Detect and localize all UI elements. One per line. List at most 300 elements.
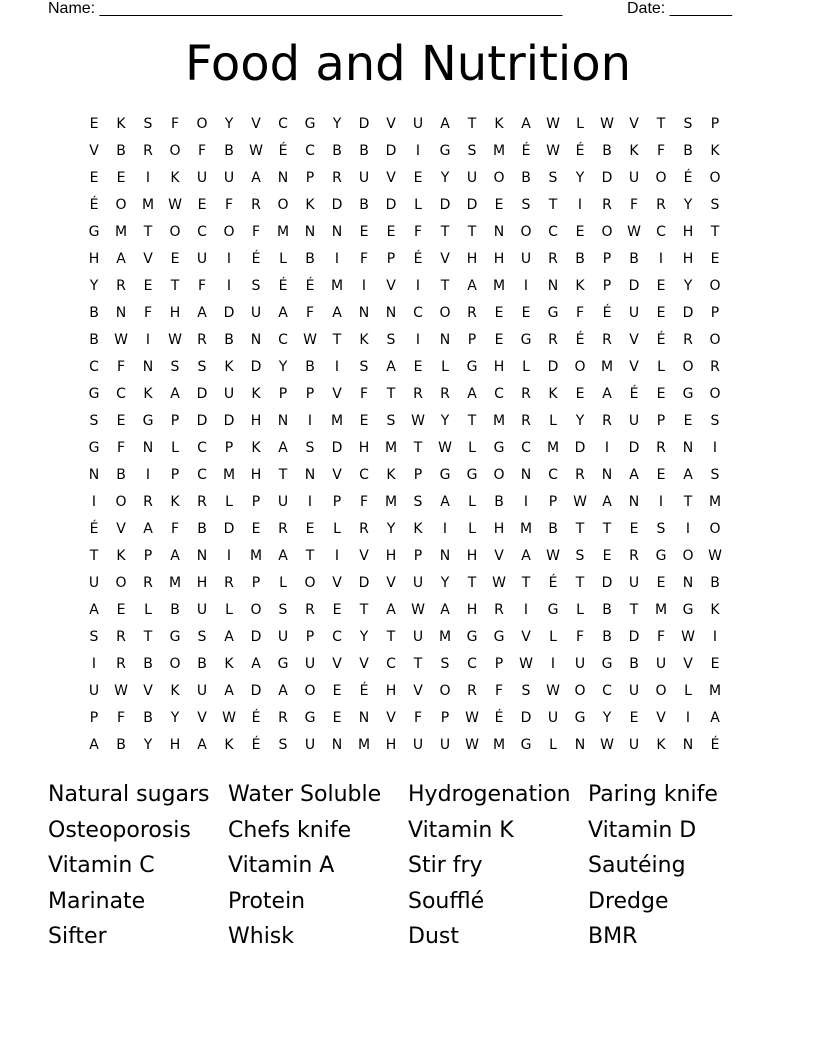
grid-letter: W (546, 116, 560, 132)
grid-letter: I (415, 143, 421, 159)
grid-letter: P (710, 116, 720, 132)
grid-letter: A (521, 116, 531, 132)
grid-letter: G (439, 143, 451, 159)
grid-letter: T (143, 224, 153, 240)
grid-letter: D (385, 143, 397, 159)
grid-letter: R (467, 683, 477, 699)
grid-letter: C (548, 224, 558, 240)
grid-letter: M (357, 737, 371, 753)
grid-letter: U (412, 575, 424, 591)
grid-letter: O (250, 602, 262, 618)
grid-letter: E (656, 386, 666, 402)
grid-letter: G (547, 305, 559, 321)
grid-letter: I (226, 278, 232, 294)
grid-letter: K (170, 683, 180, 699)
grid-letter: G (277, 656, 289, 672)
grid-letter: Y (440, 170, 450, 186)
grid-letter: C (413, 305, 423, 321)
grid-letter: W (492, 575, 506, 591)
grid-letter: E (359, 413, 369, 429)
grid-letter: D (196, 386, 208, 402)
grid-letter: V (440, 251, 450, 267)
grid-letter: B (116, 467, 126, 483)
grid-letter: I (361, 278, 367, 294)
grid-letter: S (521, 683, 531, 699)
grid-letter: D (223, 521, 235, 537)
grid-letter: H (250, 413, 262, 429)
grid-letter: R (548, 251, 558, 267)
grid-letter: R (116, 278, 126, 294)
grid-letter: P (305, 170, 315, 186)
grid-letter: H (682, 224, 694, 240)
grid-row (80, 654, 740, 681)
grid-letter: L (549, 413, 557, 429)
grid-row (80, 222, 740, 249)
grid-letter: V (386, 575, 396, 591)
grid-letter: K (170, 170, 180, 186)
grid-letter: Y (575, 413, 585, 429)
grid-letter: P (710, 305, 720, 321)
grid-letter: U (412, 629, 424, 645)
grid-letter: T (521, 575, 531, 591)
grid-letter: É (359, 683, 369, 699)
grid-letter: B (143, 656, 153, 672)
grid-letter: O (709, 521, 721, 537)
word-list-item: Dredge (588, 888, 669, 914)
grid-letter: U (358, 170, 370, 186)
grid-letter: U (304, 656, 316, 672)
grid-letter: I (91, 656, 97, 672)
grid-letter: H (682, 251, 694, 267)
grid-letter: M (654, 602, 668, 618)
grid-letter: R (143, 143, 153, 159)
grid-letter: Y (143, 737, 153, 753)
grid-letter: N (304, 467, 316, 483)
grid-letter: C (386, 656, 396, 672)
grid-letter: E (656, 575, 666, 591)
grid-letter: N (331, 224, 343, 240)
grid-letter: B (143, 710, 153, 726)
grid-letter: B (116, 143, 126, 159)
grid-letter: P (305, 629, 315, 645)
grid-letter: P (656, 413, 666, 429)
grid-letter: E (656, 305, 666, 321)
grid-letter: D (250, 629, 262, 645)
word-list-item: BMR (588, 924, 638, 949)
grid-letter: U (628, 575, 640, 591)
grid-letter: E (170, 251, 180, 267)
grid-letter: C (494, 386, 504, 402)
grid-letter: M (519, 521, 533, 537)
word-list-item: Vitamin C (48, 853, 155, 878)
grid-row (80, 438, 740, 465)
grid-letter: D (331, 440, 343, 456)
grid-letter: T (629, 602, 639, 618)
grid-letter: G (547, 602, 559, 618)
grid-letter: L (576, 116, 584, 132)
grid-letter: É (413, 251, 423, 267)
grid-letter: V (116, 521, 126, 537)
grid-letter: E (89, 116, 99, 132)
grid-letter: N (439, 548, 451, 564)
grid-letter: M (222, 467, 236, 483)
grid-letter: B (89, 305, 99, 321)
grid-letter: B (170, 602, 180, 618)
grid-letter: M (492, 278, 506, 294)
grid-letter: Y (683, 278, 693, 294)
grid-letter: É (251, 737, 261, 753)
grid-letter: C (197, 440, 207, 456)
grid-letter: K (116, 548, 126, 564)
grid-letter: D (547, 359, 559, 375)
grid-letter: G (439, 467, 451, 483)
grid-letter: D (466, 197, 478, 213)
grid-letter: O (682, 359, 694, 375)
grid-letter: M (492, 737, 506, 753)
grid-letter: E (386, 224, 396, 240)
grid-letter: V (143, 683, 153, 699)
grid-letter: E (602, 548, 612, 564)
grid-letter: E (413, 359, 423, 375)
grid-letter: S (440, 656, 450, 672)
grid-letter: O (655, 170, 667, 186)
grid-letter: K (116, 116, 126, 132)
grid-letter: R (710, 359, 720, 375)
grid-letter: V (656, 710, 666, 726)
grid-letter: N (358, 305, 370, 321)
grid-letter: K (710, 602, 720, 618)
grid-letter: V (386, 170, 396, 186)
grid-letter: P (494, 656, 504, 672)
grid-letter: U (196, 602, 208, 618)
grid-letter: G (574, 710, 586, 726)
grid-letter: U (250, 305, 262, 321)
grid-letter: É (575, 143, 585, 159)
grid-letter: I (145, 170, 151, 186)
grid-letter: N (574, 737, 586, 753)
grid-letter: B (602, 629, 612, 645)
grid-letter: U (628, 170, 640, 186)
grid-letter: P (305, 386, 315, 402)
grid-letter: A (467, 278, 477, 294)
grid-letter: A (170, 386, 180, 402)
grid-letter: L (225, 494, 233, 510)
word-list-item: Protein (228, 888, 306, 914)
grid-letter: S (467, 143, 477, 159)
grid-letter: K (629, 143, 639, 159)
grid-letter: G (682, 386, 694, 402)
grid-letter: N (196, 548, 208, 564)
grid-letter: U (277, 494, 289, 510)
grid-letter: O (493, 170, 505, 186)
grid-letter: K (305, 197, 315, 213)
grid-row (80, 573, 740, 600)
grid-letter: S (197, 359, 207, 375)
grid-letter: E (332, 683, 342, 699)
grid-row (80, 546, 740, 573)
grid-letter: S (575, 548, 585, 564)
grid-letter: R (602, 197, 612, 213)
grid-letter: T (278, 467, 288, 483)
grid-letter: U (196, 683, 208, 699)
grid-letter: W (168, 197, 182, 213)
word-list-item: Chefs knife (228, 817, 352, 843)
grid-letter: E (521, 305, 531, 321)
grid-letter: A (440, 116, 450, 132)
grid-letter: P (332, 494, 342, 510)
grid-letter: N (277, 170, 289, 186)
grid-letter: E (251, 521, 261, 537)
grid-letter: U (412, 737, 424, 753)
grid-letter: G (655, 548, 667, 564)
grid-letter: É (494, 710, 504, 726)
grid-letter: R (332, 170, 342, 186)
grid-letter: E (575, 224, 585, 240)
grid-letter: F (116, 359, 126, 375)
grid-letter: Y (440, 413, 450, 429)
grid-letter: H (385, 737, 397, 753)
grid-letter: O (709, 386, 721, 402)
grid-letter: L (549, 629, 557, 645)
grid-letter: E (710, 251, 720, 267)
grid-letter: K (251, 386, 261, 402)
grid-letter: T (575, 521, 585, 537)
grid-letter: A (89, 737, 99, 753)
grid-letter: L (225, 602, 233, 618)
grid-letter: F (413, 224, 423, 240)
grid-letter: L (441, 359, 449, 375)
grid-letter: A (521, 548, 531, 564)
grid-letter: D (223, 305, 235, 321)
grid-letter: T (683, 494, 693, 510)
grid-letter: F (116, 440, 126, 456)
grid-letter: E (629, 710, 639, 726)
grid-letter: I (415, 278, 421, 294)
grid-row (80, 465, 740, 492)
grid-letter: E (494, 197, 504, 213)
word-list-item: Hydrogenation (408, 782, 571, 807)
grid-letter: P (413, 548, 423, 564)
grid-letter: F (359, 494, 369, 510)
grid-letter: V (197, 710, 207, 726)
grid-letter: B (683, 143, 693, 159)
grid-row (80, 330, 740, 357)
grid-letter: W (411, 602, 425, 618)
grid-letter: H (493, 359, 505, 375)
grid-letter: Y (386, 521, 396, 537)
grid-letter: I (226, 251, 232, 267)
grid-letter: L (333, 521, 341, 537)
word-list-item: Water Soluble (228, 782, 382, 807)
grid-letter: T (710, 224, 720, 240)
grid-letter: I (712, 629, 718, 645)
grid-letter: F (656, 629, 666, 645)
grid-letter: P (278, 386, 288, 402)
grid-letter: N (439, 332, 451, 348)
grid-letter: M (708, 494, 722, 510)
grid-letter: U (412, 116, 424, 132)
grid-letter: E (116, 413, 126, 429)
word-list-item: Paring knife (588, 782, 718, 807)
grid-letter: L (657, 359, 665, 375)
word-list-item: Dust (408, 924, 459, 949)
grid-letter: C (89, 359, 99, 375)
grid-letter: L (468, 521, 476, 537)
grid-letter: T (332, 332, 342, 348)
grid-letter: B (359, 143, 369, 159)
grid-letter: P (251, 575, 261, 591)
grid-letter: T (386, 386, 396, 402)
grid-letter: F (170, 116, 180, 132)
grid-letter: É (251, 710, 261, 726)
grid-letter: S (386, 332, 396, 348)
grid-letter: O (277, 197, 289, 213)
grid-letter: C (278, 116, 288, 132)
grid-row (80, 411, 740, 438)
grid-letter: T (413, 440, 423, 456)
grid-letter: M (114, 224, 128, 240)
grid-letter: D (628, 440, 640, 456)
grid-letter: R (602, 332, 612, 348)
grid-letter: N (547, 278, 559, 294)
grid-letter: É (251, 251, 261, 267)
grid-letter: V (89, 143, 99, 159)
grid-letter: G (466, 629, 478, 645)
grid-letter: L (468, 440, 476, 456)
grid-letter: R (278, 521, 288, 537)
grid-letter: O (169, 143, 181, 159)
grid-letter: P (467, 332, 477, 348)
grid-letter: A (224, 683, 234, 699)
grid-letter: A (440, 602, 450, 618)
grid-letter: U (628, 305, 640, 321)
grid-letter: S (170, 359, 180, 375)
grid-letter: M (249, 548, 263, 564)
grid-letter: B (521, 170, 531, 186)
grid-letter: E (656, 467, 666, 483)
grid-letter: T (467, 224, 477, 240)
grid-letter: D (628, 278, 640, 294)
grid-letter: W (114, 332, 128, 348)
grid-letter: T (89, 548, 99, 564)
grid-letter: W (573, 494, 587, 510)
grid-letter: I (307, 494, 313, 510)
grid-letter: D (358, 116, 370, 132)
grid-row (80, 249, 740, 276)
grid-letter: E (332, 602, 342, 618)
grid-letter: W (465, 710, 479, 726)
grid-letter: D (223, 413, 235, 429)
grid-letter: G (88, 224, 100, 240)
grid-letter: R (359, 521, 369, 537)
grid-letter: U (196, 251, 208, 267)
grid-letter: V (494, 548, 504, 564)
grid-letter: O (655, 683, 667, 699)
grid-letter: W (546, 683, 560, 699)
grid-letter: L (576, 602, 584, 618)
grid-letter: L (414, 197, 422, 213)
word-list-item: Vitamin K (408, 817, 514, 843)
grid-letter: W (222, 710, 236, 726)
grid-letter: W (546, 143, 560, 159)
grid-letter: E (197, 197, 207, 213)
grid-letter: H (88, 251, 100, 267)
grid-letter: H (493, 521, 505, 537)
grid-letter: R (521, 413, 531, 429)
grid-letter: F (575, 305, 585, 321)
grid-letter: T (548, 197, 558, 213)
grid-letter: É (710, 737, 720, 753)
grid-letter: R (521, 386, 531, 402)
grid-letter: V (359, 656, 369, 672)
grid-letter: V (386, 710, 396, 726)
grid-letter: O (169, 656, 181, 672)
grid-letter: B (197, 521, 207, 537)
word-list-item: Sifter (48, 924, 107, 949)
grid-letter: D (358, 575, 370, 591)
grid-letter: I (334, 359, 340, 375)
grid-letter: G (88, 386, 100, 402)
grid-letter: T (440, 278, 450, 294)
grid-letter: A (116, 251, 126, 267)
grid-row (80, 168, 740, 195)
grid-letter: I (685, 710, 691, 726)
header-row (48, 0, 748, 20)
grid-letter: Y (602, 710, 612, 726)
grid-letter: B (116, 737, 126, 753)
grid-letter: S (251, 278, 261, 294)
date-field-label: Date: _______ (627, 0, 732, 17)
grid-letter: A (224, 629, 234, 645)
grid-letter: F (170, 521, 180, 537)
grid-letter: V (332, 467, 342, 483)
grid-letter: L (279, 575, 287, 591)
grid-letter: K (548, 386, 558, 402)
grid-letter: C (359, 467, 369, 483)
grid-letter: B (224, 332, 234, 348)
grid-letter: U (628, 683, 640, 699)
grid-letter: N (88, 467, 100, 483)
grid-letter: C (548, 467, 558, 483)
grid-letter: N (628, 494, 640, 510)
grid-letter: I (415, 332, 421, 348)
grid-letter: G (493, 440, 505, 456)
grid-letter: N (385, 305, 397, 321)
grid-letter: S (278, 602, 288, 618)
grid-letter: O (223, 224, 235, 240)
grid-letter: A (629, 467, 639, 483)
grid-letter: W (600, 737, 614, 753)
grid-letter: H (385, 548, 397, 564)
grid-letter: W (600, 116, 614, 132)
grid-letter: N (142, 359, 154, 375)
grid-letter: D (601, 575, 613, 591)
grid-letter: M (492, 143, 506, 159)
grid-letter: B (548, 521, 558, 537)
grid-letter: U (466, 170, 478, 186)
grid-letter: O (115, 575, 127, 591)
grid-letter: O (439, 683, 451, 699)
grid-letter: K (224, 737, 234, 753)
grid-letter: V (683, 656, 693, 672)
grid-letter: S (710, 413, 720, 429)
grid-letter: V (386, 116, 396, 132)
grid-letter: U (223, 386, 235, 402)
grid-letter: I (658, 494, 664, 510)
grid-letter: A (197, 305, 207, 321)
grid-row (80, 195, 740, 222)
grid-letter: M (384, 494, 398, 510)
